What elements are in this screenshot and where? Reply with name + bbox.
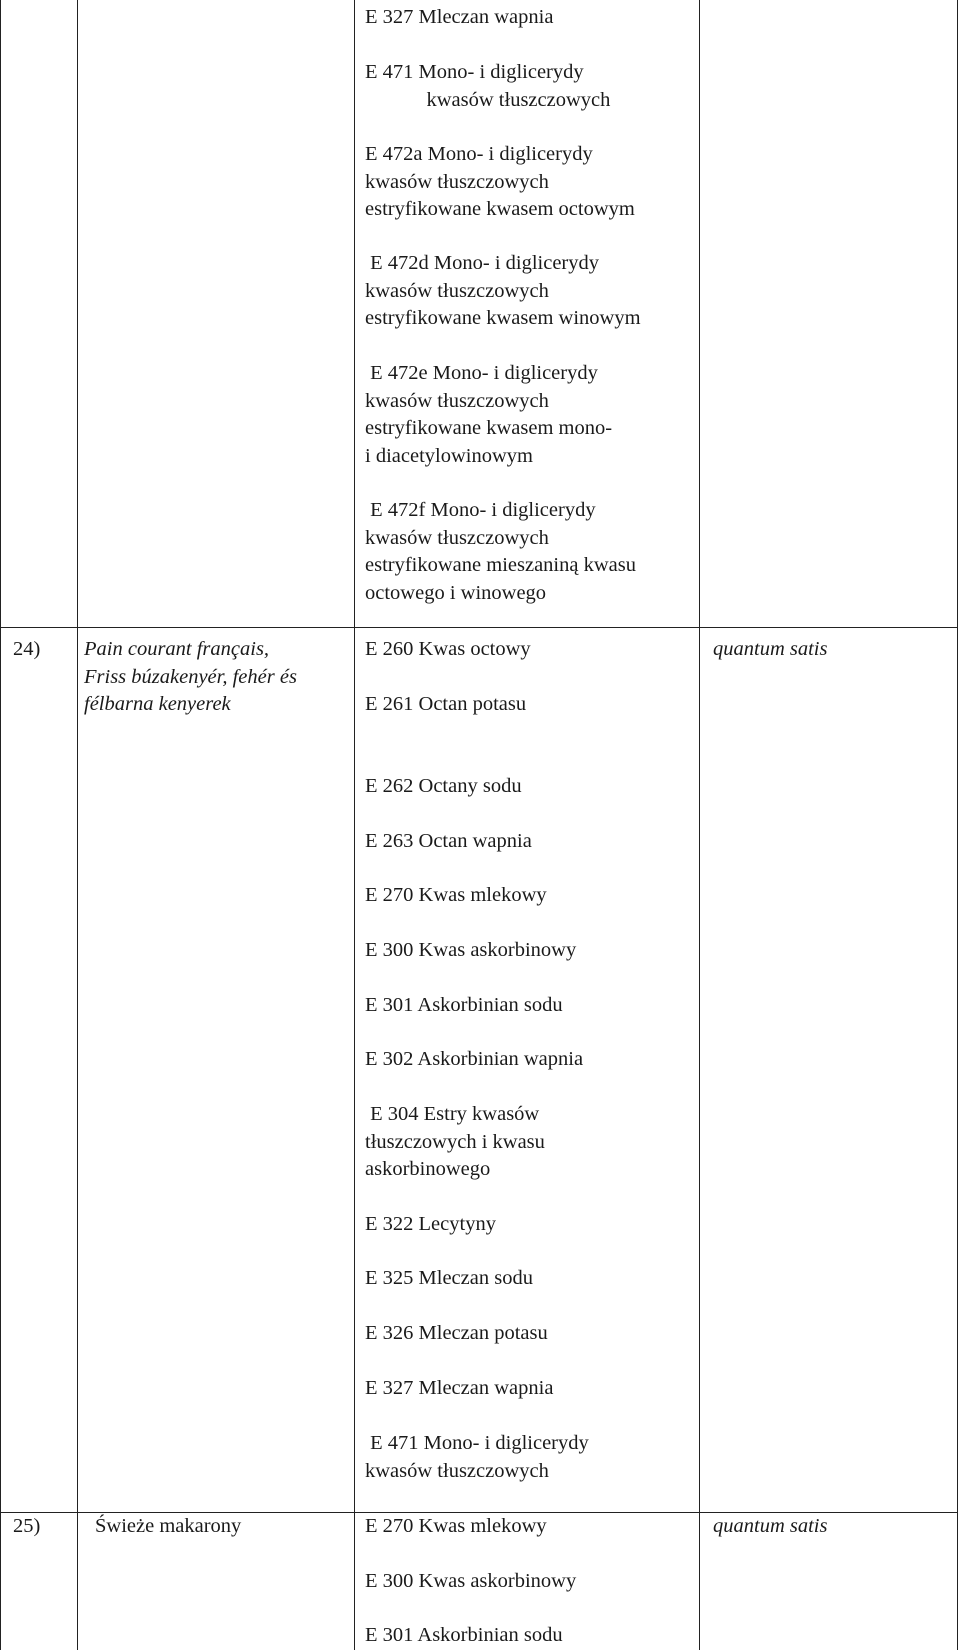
additive-item: E 300 Kwas askorbinowy <box>365 939 577 961</box>
additive-item: E 472a Mono- i diglicerydy kwasów tłuszczowych estryfikowane kwasem octowym <box>365 143 635 220</box>
additive-item: E 263 Octan wapnia <box>365 830 532 852</box>
product-name: Świeże makarony <box>95 1515 242 1537</box>
additive-item: E 261 Octan potasu <box>365 693 527 715</box>
additive-item: E 301 Askorbinian sodu <box>365 994 563 1016</box>
product-name: Pain courant français, Friss búzakenyér, fehér és félbarna kenyerek <box>84 638 297 715</box>
additive-item: E 472d Mono- i diglicerydy kwasów tłuszczowych estryfikowane kwasem winowym <box>365 252 641 329</box>
additive-item: E 304 Estry kwasów tłuszczowych i kwasu askorbinowego <box>365 1103 545 1180</box>
table-border-left <box>0 0 1 1650</box>
additive-item: E 327 Mleczan wapnia <box>365 1377 554 1399</box>
additive-item: E 471 Mono- i diglicerydy kwasów tłuszczowych <box>365 61 611 111</box>
additive-item: E 472e Mono- i diglicerydy kwasów tłuszczowych estryfikowane kwasem mono- i diacetylowinowym <box>365 362 613 467</box>
additive-item: E 300 Kwas askorbinowy <box>365 1570 577 1592</box>
additive-item: E 270 Kwas mlekowy <box>365 884 547 906</box>
additive-item: E 262 Octany sodu <box>365 775 522 797</box>
additive-item: E 326 Mleczan potasu <box>365 1322 548 1344</box>
row-number: 25) <box>13 1515 41 1537</box>
additive-item: E 325 Mleczan sodu <box>365 1267 533 1289</box>
additive-item: E 322 Lecytyny <box>365 1213 496 1235</box>
additive-item: E 327 Mleczan wapnia <box>365 6 554 28</box>
additive-item: E 301 Askorbinian sodu <box>365 1624 563 1646</box>
additive-item: E 270 Kwas mlekowy <box>365 1515 547 1537</box>
table-border-right <box>957 0 958 1650</box>
max-level: quantum satis <box>713 638 828 660</box>
max-level: quantum satis <box>713 1515 828 1537</box>
column-divider-product <box>354 0 355 1650</box>
row-separator-24 <box>0 627 958 628</box>
additive-item: E 472f Mono- i diglicerydy kwasów tłuszczowych estryfikowane mieszaniną kwasu octowego i winowego <box>365 499 636 604</box>
column-divider-number <box>77 0 78 1650</box>
column-divider-additive <box>699 0 700 1650</box>
additive-item: E 302 Askorbinian wapnia <box>365 1048 584 1070</box>
additive-item: E 260 Kwas octowy <box>365 638 531 660</box>
row-number: 24) <box>13 638 41 660</box>
additive-item: E 471 Mono- i diglicerydy kwasów tłuszczowych <box>365 1432 589 1482</box>
